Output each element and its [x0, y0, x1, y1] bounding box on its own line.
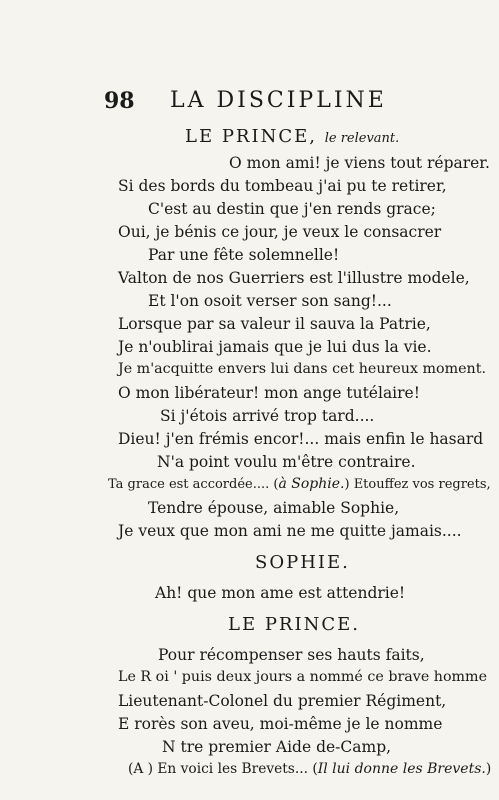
stage-direction: Il lui donne les Brevets.	[317, 761, 486, 777]
verse-line: Si des bords du tombeau j'ai pu te retirer,	[118, 177, 447, 195]
verse-line: (A ) En voici les Brevets... (Il lui donne les Brevets.)	[128, 761, 492, 777]
verse-line: C'est au destin que j'en rends grace;	[148, 200, 436, 218]
verse-line: Lieutenant-Colonel du premier Régiment,	[118, 692, 447, 710]
verse-line: Valton de nos Guerriers est l'illustre modele,	[118, 269, 470, 287]
verse-line: Si j'étois arrivé trop tard....	[160, 407, 375, 425]
speaker-name: LE PRINCE.	[228, 614, 360, 635]
verse-line: Lorsque par sa valeur il sauva la Patrie,	[118, 315, 431, 333]
verse-line: E rorès son aveu, moi-même je le nomme	[118, 715, 443, 733]
verse-line: Le R oi ' puis deux jours a nommé ce brave homme	[118, 669, 487, 685]
verse-line: Oui, je bénis ce jour, je veux le consacrer	[118, 223, 442, 241]
speaker-name: SOPHIE.	[255, 552, 350, 573]
verse-line: Pour récompenser ses hauts faits,	[158, 646, 425, 664]
verse-line: O mon libérateur! mon ange tutélaire!	[118, 384, 420, 402]
speaker-name: LE PRINCE, le relevant.	[185, 126, 400, 147]
verse-line: O mon ami! je viens tout réparer.	[229, 154, 490, 172]
verse-line: Je m'acquitte envers lui dans cet heureux moment.	[118, 361, 486, 377]
stage-direction: le relevant.	[324, 131, 400, 146]
verse-line: Je veux que mon ami ne me quitte jamais....	[118, 522, 462, 540]
verse-line: Je n'oublirai jamais que je lui dus la vie.	[118, 338, 432, 356]
page-number: 98	[104, 88, 135, 114]
verse-line: Tendre épouse, aimable Sophie,	[148, 499, 400, 517]
running-title: LA DISCIPLINE	[170, 88, 387, 113]
verse-line: N tre premier Aide de-Camp,	[162, 738, 392, 756]
verse-line: Ta grace est accordée.... (à Sophie.) Etouffez vos regrets,	[108, 476, 491, 492]
verse-line: Par une fête solemnelle!	[148, 246, 340, 264]
verse-line: Ah! que mon ame est attendrie!	[155, 584, 406, 602]
verse-line: N'a point voulu m'être contraire.	[157, 453, 416, 471]
verse-line: Dieu! j'en frémis encor!... mais enfin le hasard	[118, 430, 484, 448]
stage-direction: à Sophie.	[278, 476, 345, 492]
page-header	[104, 88, 499, 118]
verse-line: Et l'on osoit verser son sang!...	[148, 292, 392, 310]
